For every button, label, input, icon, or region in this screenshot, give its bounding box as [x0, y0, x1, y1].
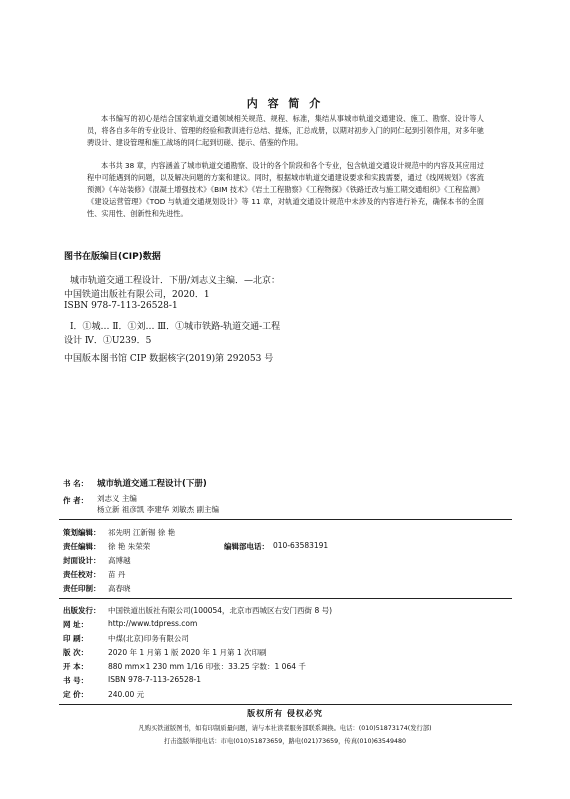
- cip-line-2: 中国铁道出版社有限公司，2020．1: [64, 290, 210, 300]
- isbn-label: 书 号：: [63, 676, 89, 685]
- book-author-line-2: 杨立新 祖彦凯 李建华 刘敏杰 副主编: [97, 505, 220, 514]
- print-manager-label: 责任印制：: [63, 584, 101, 593]
- publisher-label: 出版发行：: [63, 606, 101, 615]
- cip-heading: 图书在版编目(CIP)数据: [64, 252, 161, 262]
- price-value: 240.00 元: [108, 690, 145, 699]
- printer-label: 印 刷：: [63, 634, 89, 643]
- cover-design-label: 封面设计：: [63, 556, 101, 565]
- printer-value: 中煤(北京)印务有限公司: [108, 634, 189, 643]
- editorial-phone-value: 010-63583191: [273, 541, 329, 550]
- editorial-phone-label: 编辑部电话：: [224, 542, 269, 551]
- proofreader-value: 苗 丹: [108, 570, 126, 579]
- summary-paragraph-2: 本书共 38 章，内容涵盖了城市轨道交通勘察、设计的各个阶段和各个专业，包含轨道交通设计规范中的内容及其应用过程中可能遇到的问题，以及解决问题的方案和建议。同时，根据城市轨道交通建设要求和实践需要，通过《线网规划》《客流预测》《车站装修》《混凝土增强技术》《BIM 技术》《岩土工程勘察》《工程物探》《铁路迁改与施工期交通组织》《工程监测》《建设运营管理》《TOD 与轨道交通规划设计》等 11 章，对轨道交通设计规范中未涉及的内容进行补充，确保本书的全面性、实用性、创新性和先进性。: [87, 161, 484, 218]
- isbn-value: ISBN 978-7-113-26528-1: [108, 675, 201, 684]
- divider-2: [59, 598, 512, 599]
- cip-line-4: Ⅰ．①城… Ⅱ．①刘… Ⅲ．①城市铁路-轨道交通-工程: [70, 322, 281, 332]
- website-label: 网 址：: [63, 620, 89, 629]
- book-title-value: 城市轨道交通工程设计(下册): [97, 479, 207, 489]
- anti-piracy-notice: 打击盗版举报电话：市电(010)51873659，路电(021)73659，传真(010)63549480: [164, 738, 406, 745]
- book-author-line-1: 刘志义 主编: [97, 494, 137, 503]
- price-label: 定 价：: [63, 690, 89, 699]
- cip-line-5: 设计 Ⅳ．①U239．5: [64, 336, 152, 346]
- planning-editor-value: 祁先明 江新锡 徐 艳: [108, 528, 176, 537]
- cip-line-6: 中国版本图书馆 CIP 数据核字(2019)第 292053 号: [64, 354, 274, 364]
- edition-value: 2020 年 1 月第 1 版 2020 年 1 月第 1 次印刷: [108, 648, 267, 657]
- responsible-editor-value: 徐 艳 朱荣荣: [108, 542, 151, 551]
- quality-notice: 凡购买铁道版图书，如有印制质量问题，请与本社读者服务部联系调换。电话：(010)51873174(发行部): [138, 725, 432, 732]
- responsible-editor-label: 责任编辑：: [63, 542, 101, 551]
- cip-line-3: ISBN 978-7-113-26528-1: [64, 301, 178, 311]
- cover-design-value: 高博越: [108, 556, 131, 565]
- cip-line-1: 城市轨道交通工程设计．下册/刘志义主编．—北京：: [70, 276, 281, 286]
- summary-paragraph-1: 本书编写的初心是结合国家轨道交通领域相关规范、规程、标准，集结从事城市轨道交通建设、施工、勘察、设计等人员，将各自多年的专业设计、管理的经验和教训进行总结、提炼，汇总成册，以期对初步入门的同仁起到引领作用，对多年驰骋设计、建设管理和施工战场的同仁起到切磋、提示、借鉴的作用。: [87, 114, 484, 147]
- edition-label: 版 次：: [63, 648, 89, 657]
- copyright-notice: 版权所有 侵权必究: [247, 709, 323, 718]
- website-value: http://www.tdpress.com: [108, 619, 198, 628]
- divider-1: [59, 519, 512, 520]
- book-title-label: 书 名：: [63, 479, 89, 488]
- proofreader-label: 责任校对：: [63, 570, 101, 579]
- planning-editor-label: 策划编辑：: [63, 528, 101, 537]
- format-value: 880 mm×1 230 mm 1/16 印张：33.25 字数：1 064 千: [108, 662, 306, 671]
- format-label: 开 本：: [63, 662, 89, 671]
- publisher-value: 中国铁道出版社有限公司(100054，北京市西城区右安门西街 8 号): [108, 606, 333, 615]
- book-author-label: 作 者：: [63, 496, 89, 505]
- print-manager-value: 高春晓: [108, 584, 131, 593]
- summary-title: 内 容 简 介: [246, 97, 324, 110]
- divider-3: [59, 704, 512, 705]
